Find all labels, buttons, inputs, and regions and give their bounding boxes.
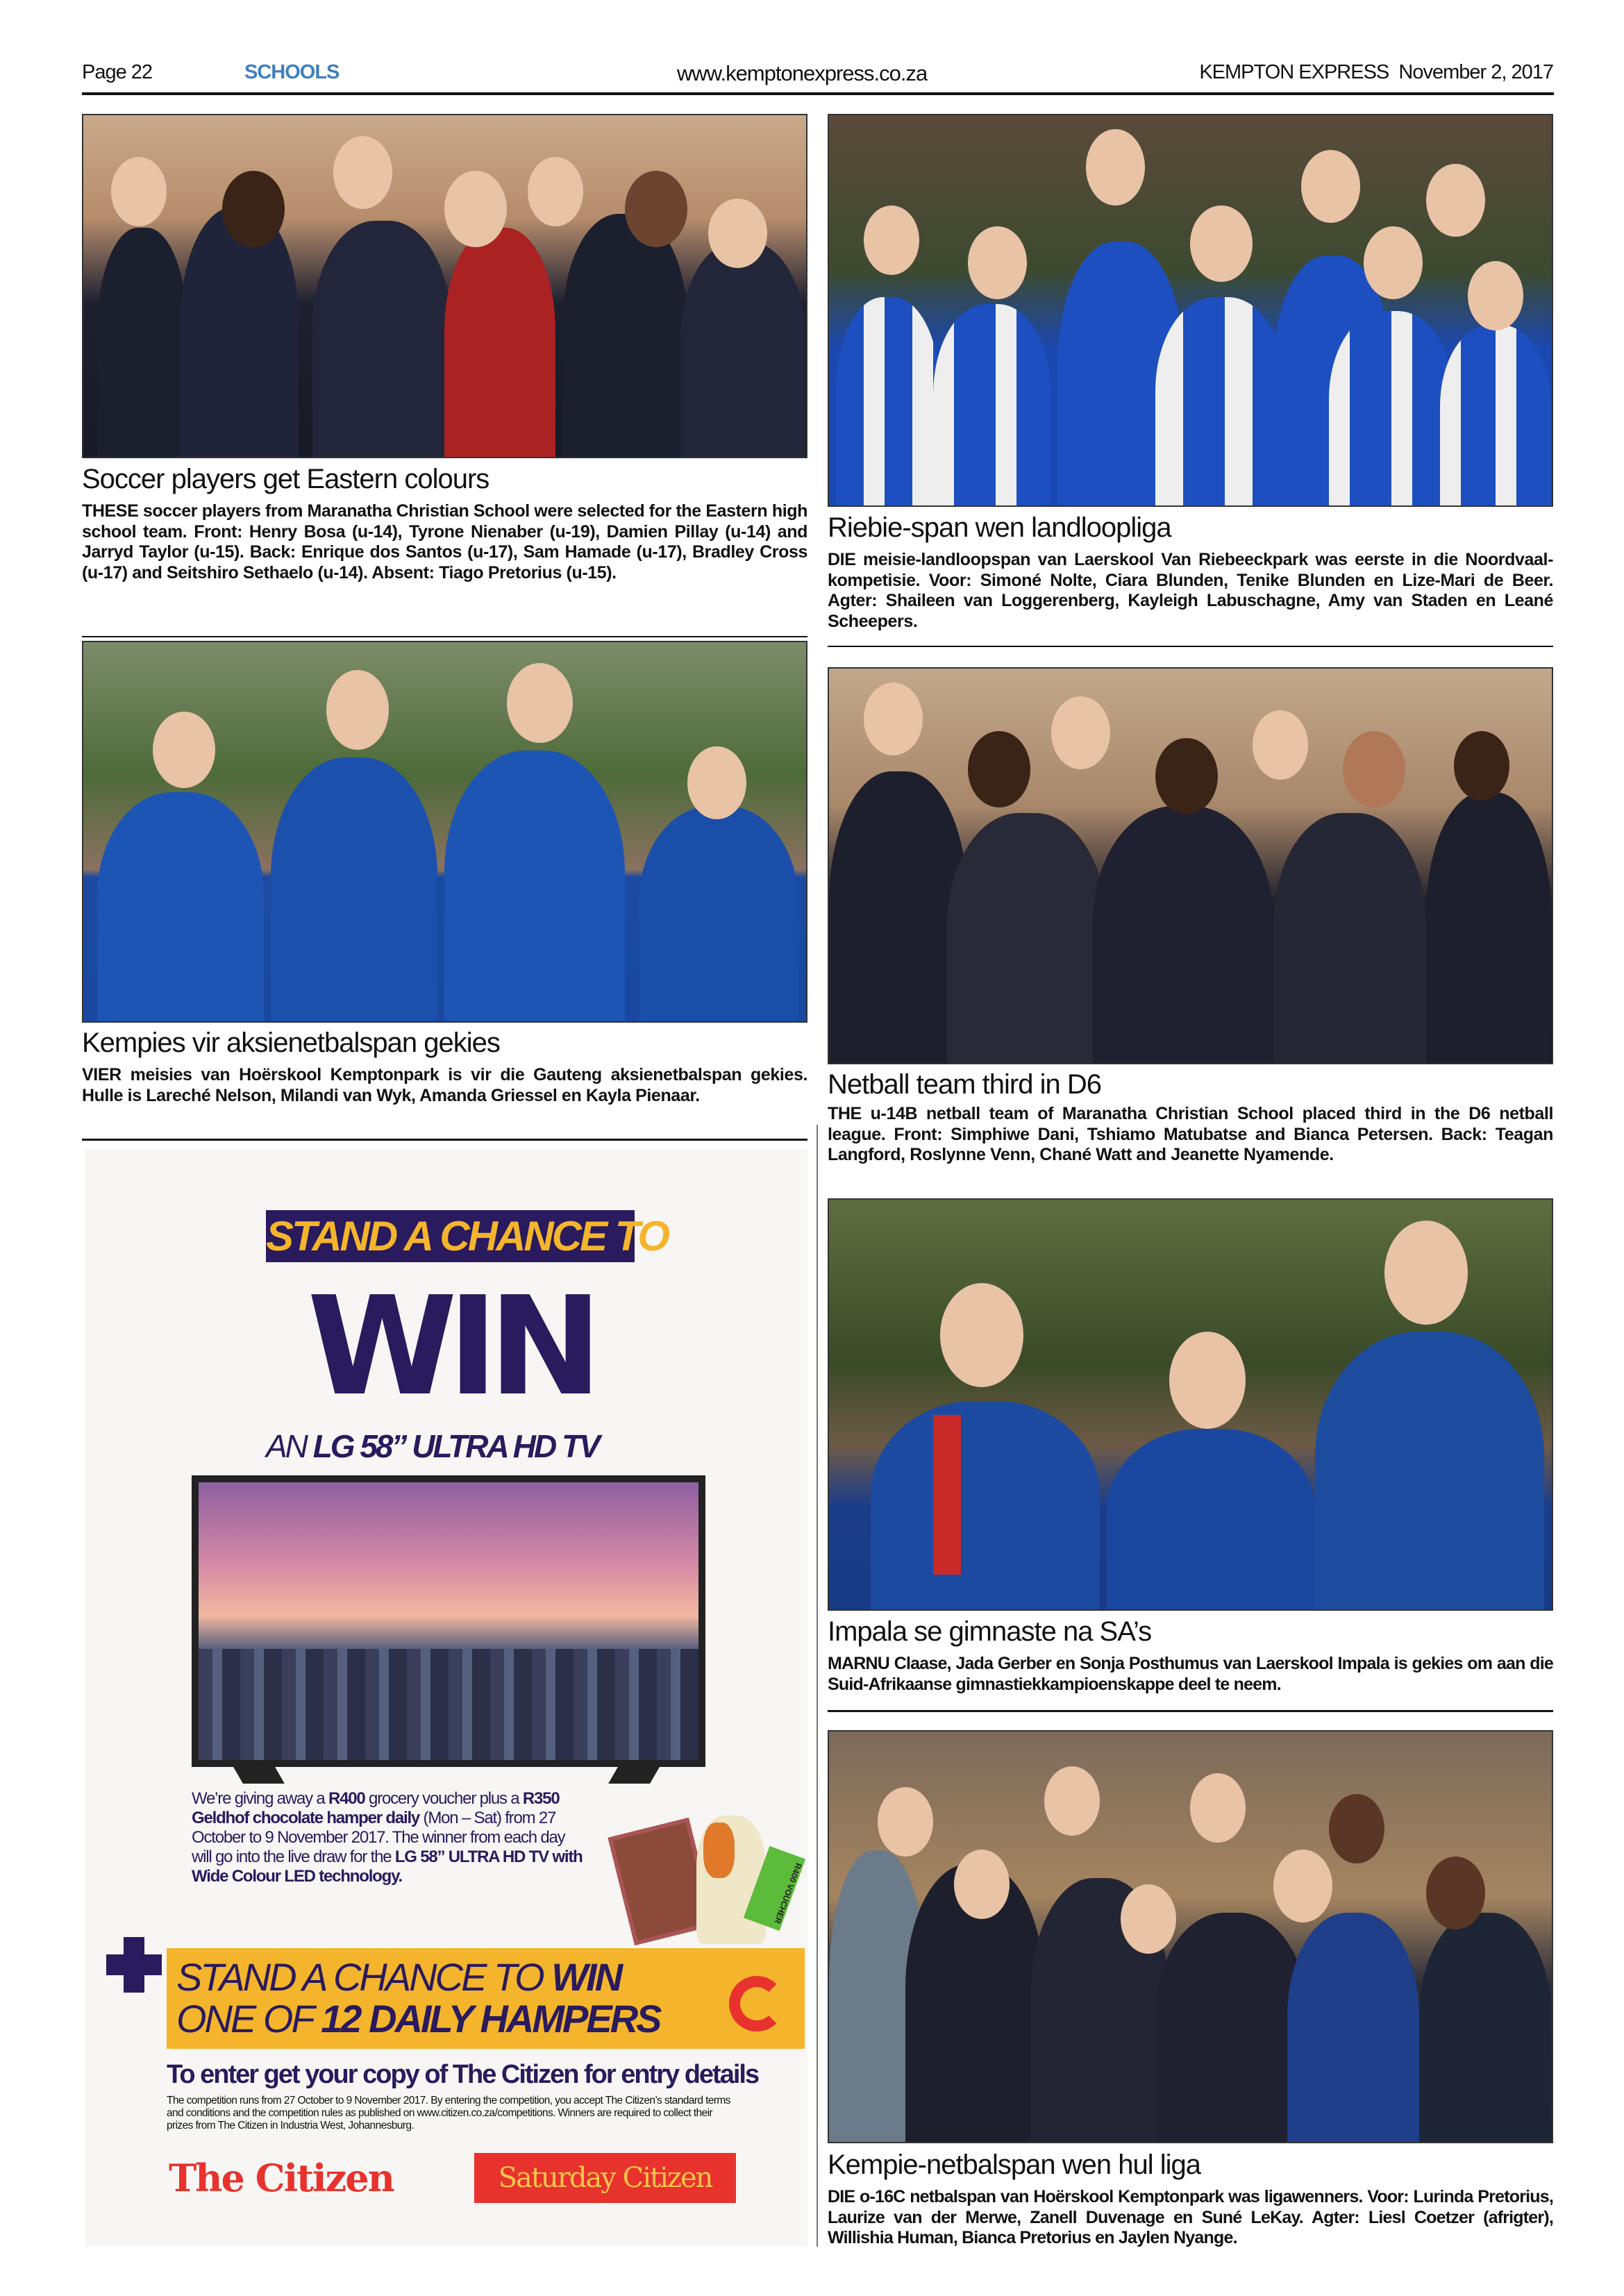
photo-action-netball-girls bbox=[82, 641, 807, 1023]
header-rule bbox=[82, 92, 1554, 95]
voucher-illustration: R400 VOUCHER bbox=[744, 1846, 805, 1931]
plus-icon-bar bbox=[124, 1937, 144, 1993]
ad-stand-chance: STAND A CHANCE TO bbox=[266, 1210, 635, 1262]
story-caption: DIE o-16C netbalspan van Hoërskool Kemptonpark was ligawenners. Voor: Lurinda Pretorius, Laurize van der Merwe, Zanell Duvenage en Suné LeKay. Agter: Liesl Coetzer (afrigter), Willishia Human, Bianca Pretorius en Jaylen Nyange. bbox=[828, 2187, 1553, 2247]
story-caption: VIER meisies van Hoërskool Kemptonpark is vir die Gauteng aksienetbalspan gekies. Hulle is Lareché Nelson, Milandi van Wyk, Amanda Griessel en Kayla Pienaar. bbox=[82, 1065, 807, 1105]
story-title: Netball team third in D6 bbox=[828, 1069, 1101, 1100]
saturday-citizen-logo: Saturday Citizen bbox=[474, 2153, 736, 2203]
story-title: Impala se gimnaste na SA’s bbox=[828, 1616, 1152, 1647]
citizen-c-icon bbox=[729, 1976, 785, 2031]
photo-gymnasts bbox=[828, 1198, 1553, 1611]
story-title: Riebie-span wen landloopliga bbox=[828, 512, 1171, 543]
dog-mascot-illustration bbox=[696, 1816, 766, 1944]
story-title: Kempies vir aksienetbalspan gekies bbox=[82, 1028, 500, 1058]
photo-netball-team-d6 bbox=[828, 667, 1553, 1064]
photo-kempie-netball-team bbox=[828, 1730, 1553, 2143]
website-url[interactable]: www.kemptonexpress.co.za bbox=[677, 61, 928, 85]
section-label: SCHOOLS bbox=[244, 61, 340, 83]
tv-stand-left bbox=[233, 1767, 285, 1784]
tv-image bbox=[192, 1475, 705, 1767]
story-caption: DIE meisie-landloopspan van Laerskool Van Riebeeckpark was eerste in die Noordvaal-kompetisie. Voor: Simoné Nolte, Ciara Blunden, Tenike Blunden en Lize-Mari de Beer. Agter: Shaileen van Loggerenberg, Kayleigh Labuschagne, Amy van Staden en Leané Scheepers. bbox=[828, 550, 1553, 631]
column-rule bbox=[817, 1125, 818, 2247]
story-title: Kempie-netbalspan wen hul liga bbox=[828, 2150, 1201, 2180]
photo-soccer-players bbox=[82, 114, 807, 458]
masthead-date bbox=[1199, 61, 1553, 84]
photo-cross-country-girls bbox=[828, 114, 1553, 507]
story-caption: THESE soccer players from Maranatha Christian School were selected for the Eastern high school team. Front: Henry Bosa (u-14), Tyrone Nienaber (u-19), Damien Pillay (u-14) and Jarryd Taylor (u-15). Back: Enrique dos Santos (u-17), Sam Hamade (u-17), Bradley Cross (u-17) and Seitshiro Sethaelo (u-14). Absent: Tiago Pretorius (u-15). bbox=[82, 501, 807, 583]
tv-stand-right bbox=[608, 1767, 660, 1784]
divider bbox=[828, 646, 1553, 647]
divider bbox=[82, 1139, 807, 1141]
story-title: Soccer players get Eastern colours bbox=[82, 464, 489, 494]
the-citizen-logo: The Citizen bbox=[169, 2156, 394, 2200]
ad-entry-instructions: To enter get your copy of The Citizen for entry details bbox=[167, 2060, 759, 2089]
ad-terms: The competition runs from 27 October to 9 November 2017. By entering the competition, you accept The Citizen’s standard terms and conditions and the competition rules as published on www.citizen.co.za/competitions. Winners are required to collect their prizes from The Citizen in Industria West, Johannesburg. bbox=[167, 2095, 730, 2131]
ad-body-text: We’re giving away a R400 grocery voucher plus a R350 Geldhof chocolate hamper daily (Mon – Sat) from 27 October to 9 November 2017. The winner from each day will go into the live draw for the LG 58” ULTRA HD TV with Wide Colour LED technology. bbox=[192, 1789, 583, 1886]
ad-win-headline: WIN bbox=[307, 1268, 593, 1426]
paper-name: KEMPTON EXPRESS bbox=[1199, 61, 1389, 83]
ad-prize: AN LG 58” ULTRA HD TV bbox=[266, 1428, 598, 1464]
issue-date: November 2, 2017 bbox=[1398, 61, 1553, 83]
citizen-competition-ad[interactable] bbox=[85, 1149, 807, 2247]
story-caption: MARNU Claase, Jada Gerber en Sonja Posthumus van Laerskool Impala is gekies om aan die Suid-Afrikaanse gimnastiekkampioenskappe deel te neem. bbox=[828, 1654, 1553, 1694]
story-caption: THE u-14B netball team of Maranatha Christian School placed third in the D6 netball league. Front: Simphiwe Dani, Tshiamo Matubatse and Bianca Petersen. Back: Teagan Langford, Roslynne Venn, Chané Watt and Jeanette Nyamende. bbox=[828, 1104, 1553, 1164]
ad-hampers-band: STAND A CHANCE TO WIN ONE OF 12 DAILY HAMPERS bbox=[167, 1948, 805, 2049]
page-number: Page 22 bbox=[82, 61, 153, 83]
divider bbox=[828, 1710, 1553, 1712]
divider bbox=[82, 636, 807, 637]
